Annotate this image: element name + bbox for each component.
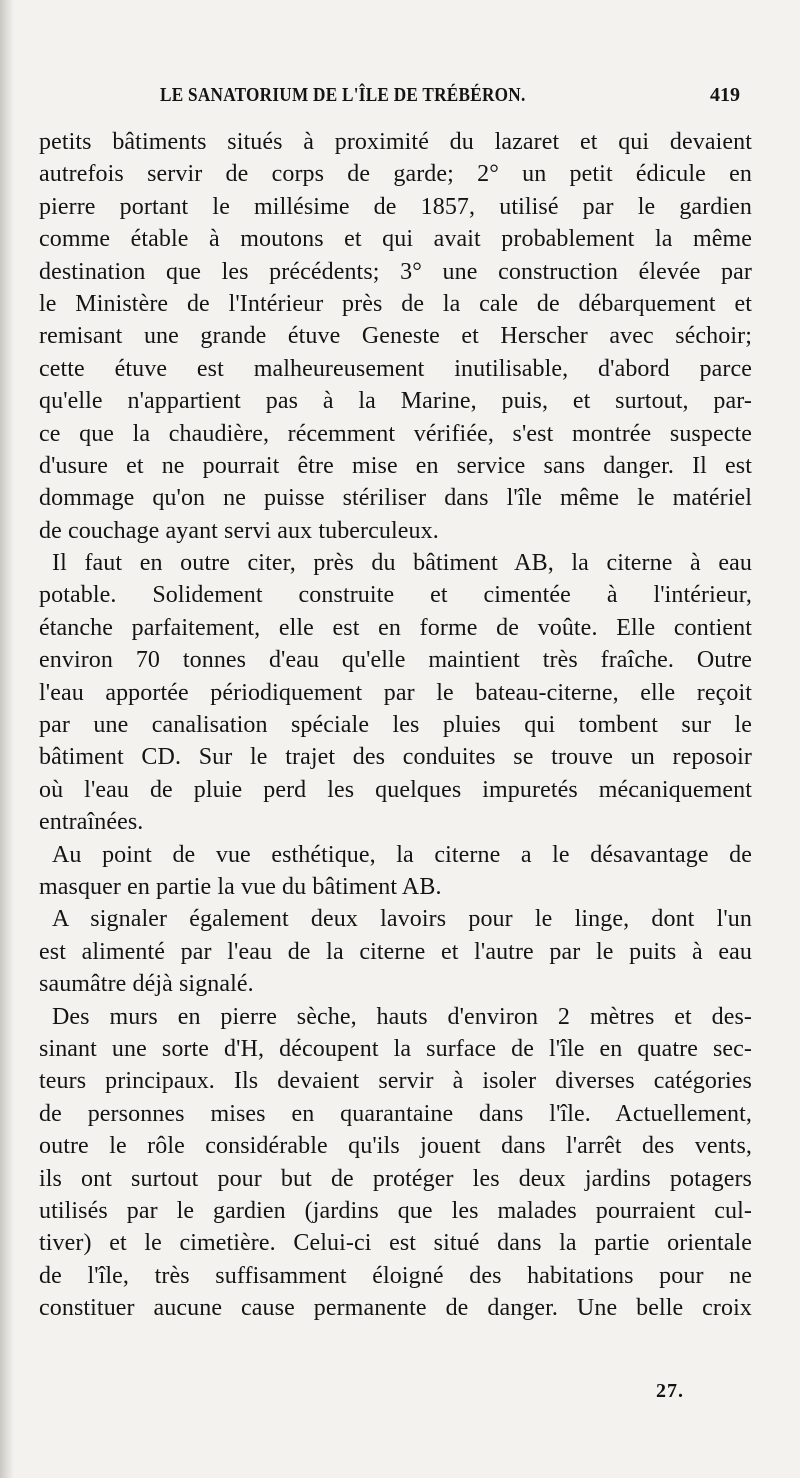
text-line: saumâtre déjà signalé. [39, 971, 254, 998]
text-line: masquer en partie la vue du bâtiment AB. [39, 873, 442, 900]
text-line: d'usure et ne pourrait être mise en service sans danger. Il est [39, 452, 752, 479]
text-line: sinant une sorte d'H, découpent la surface de l'île en quatre sec- [39, 1035, 752, 1062]
paragraph-start-line: A signaler également deux lavoirs pour le linge, dont l'un [52, 906, 752, 933]
text-line: remisant une grande étuve Geneste et Herscher avec séchoir; [39, 323, 752, 350]
text-line: autrefois servir de corps de garde; 2° un petit édicule en [39, 161, 752, 188]
text-line: le Ministère de l'Intérieur près de la cale de débarquement et [39, 290, 752, 317]
running-head [160, 84, 740, 114]
text-line: comme étable à moutons et qui avait probablement la même [39, 226, 752, 253]
text-line: est alimenté par l'eau de la citerne et l'autre par le puits à eau [39, 938, 752, 965]
text-line: où l'eau de pluie perd les quelques impuretés mécaniquement [39, 776, 752, 803]
text-line: pierre portant le millésime de 1857, utilisé par le gardien [39, 193, 752, 220]
body-text [39, 126, 752, 1324]
text-line: par une canalisation spéciale les pluies qui tombent sur le [39, 712, 752, 739]
paragraph-start-line: Il faut en outre citer, près du bâtiment AB, la citerne à eau [52, 550, 752, 577]
text-line: l'eau apportée périodiquement par le bateau-citerne, elle reçoit [39, 679, 752, 706]
text-line: utilisés par le gardien (jardins que les malades pourraient cul- [39, 1197, 752, 1224]
text-line: outre le rôle considérable qu'ils jouent dans l'arrêt des vents, [39, 1133, 752, 1160]
text-line: étanche parfaitement, elle est en forme de voûte. Elle contient [39, 614, 752, 641]
running-title: LE SANATORIUM DE L'ÎLE DE TRÉBÉRON. [160, 84, 526, 106]
text-line: ce que la chaudière, récemment vérifiée, s'est montrée suspecte [39, 420, 752, 447]
text-line: ils ont surtout pour but de protéger les deux jardins potagers [39, 1165, 752, 1192]
text-line: petits bâtiments situés à proximité du lazaret et qui devaient [39, 129, 752, 155]
signature-mark: 27. [656, 1380, 684, 1402]
text-line: de personnes mises en quarantaine dans l'île. Actuellement, [39, 1100, 752, 1127]
text-line: teurs principaux. Ils devaient servir à isoler diverses catégories [39, 1068, 752, 1095]
paragraph-start-line: Des murs en pierre sèche, hauts d'environ 2 mètres et des- [52, 1003, 752, 1030]
text-line: entraînées. [39, 809, 144, 836]
text-line: de couchage ayant servi aux tuberculeux. [39, 517, 439, 544]
text-line: bâtiment CD. Sur le trajet des conduites se trouve un reposoir [39, 744, 752, 771]
paragraph-start-line: Au point de vue esthétique, la citerne a le désavantage de [52, 841, 752, 868]
text-line: potable. Solidement construite et cimentée à l'intérieur, [39, 582, 752, 609]
text-line: cette étuve est malheureusement inutilisable, d'abord parce [39, 355, 752, 382]
text-line: de l'île, très suffisamment éloigné des habitations pour ne [39, 1262, 752, 1289]
text-line: qu'elle n'appartient pas à la Marine, puis, et surtout, par- [39, 388, 752, 415]
text-line: constituer aucune cause permanente de danger. Une belle croix [39, 1295, 752, 1322]
text-line: dommage qu'on ne puisse stériliser dans l'île même le matériel [39, 485, 752, 512]
text-line: tiver) et le cimetière. Celui-ci est situé dans la partie orientale [39, 1230, 752, 1257]
page-number: 419 [710, 84, 740, 106]
text-line: destination que les précédents; 3° une construction élevée par [39, 258, 752, 285]
text-line: environ 70 tonnes d'eau qu'elle maintient très fraîche. Outre [39, 647, 752, 674]
